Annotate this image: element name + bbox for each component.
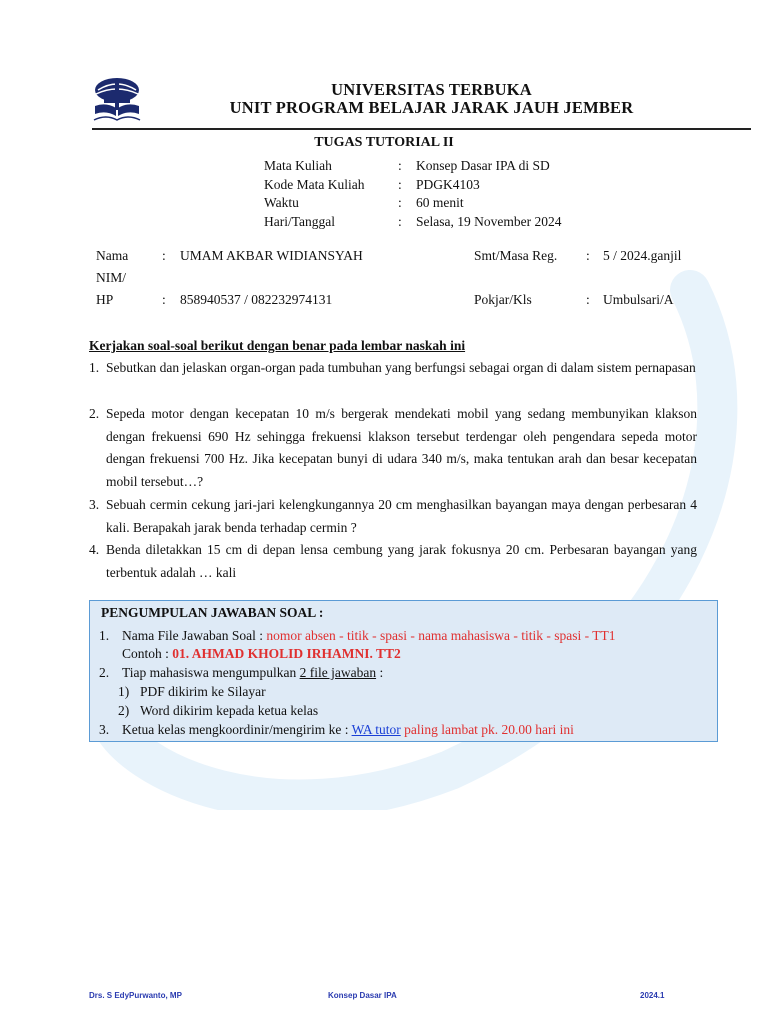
university-name: UNIVERSITAS TERBUKA xyxy=(331,80,532,99)
list-item xyxy=(122,628,616,644)
unit-name: UNIT PROGRAM BELAJAR JARAK JAUH JEMBER xyxy=(229,98,634,117)
pokjar-label: Pokjar/Kls xyxy=(474,292,532,307)
sub-list-item: PDF dikirim ke Silayar xyxy=(140,684,266,699)
question-item xyxy=(89,357,697,380)
list-item xyxy=(122,722,574,738)
header-divider xyxy=(92,128,751,130)
colon: : xyxy=(398,214,402,229)
footer-course: Konsep Dasar IPA xyxy=(328,991,397,1000)
file-name-format: nomor absen - titik - spasi - nama mahasiswa - titik - spasi - TT1 xyxy=(266,628,616,643)
question-text: Sebuah cermin cekung jari-jari kelengkungannya 20 cm menghasilkan bayangan maya dengan perbesaran 4 kali. Berapakah jarak benda terhadap cermin ? xyxy=(106,497,697,535)
question-item xyxy=(89,494,697,539)
sub-list-item: Word dikirim kepada ketua kelas xyxy=(140,703,319,718)
question-item xyxy=(89,403,697,494)
colon: : xyxy=(586,248,590,263)
colon: : xyxy=(586,292,590,307)
question-number: 4. xyxy=(89,542,100,557)
semester-label: Smt/Masa Reg. xyxy=(474,248,558,263)
question-number: 1. xyxy=(89,360,100,375)
course-code-label: Kode Mata Kuliah xyxy=(264,177,365,192)
date-label: Hari/Tanggal xyxy=(264,214,336,229)
example-value: 01. AHMAD KHOLID IRHAMNI. TT2 xyxy=(172,646,401,661)
footer-author: Drs. S EdyPurwanto, MP xyxy=(89,991,182,1000)
name-label: Nama xyxy=(96,248,129,263)
name-value: UMAM AKBAR WIDIANSYAH xyxy=(180,248,363,263)
course-name-label: Mata Kuliah xyxy=(264,158,332,173)
question-item xyxy=(89,539,697,584)
submission-heading: PENGUMPULAN JAWABAN SOAL : xyxy=(101,605,324,620)
nim-hp-value: 858940537 / 082232974131 xyxy=(180,292,333,307)
question-number: 3. xyxy=(89,497,100,512)
question-number: 2. xyxy=(89,406,100,421)
colon: : xyxy=(398,158,402,173)
hp-label: HP xyxy=(96,292,114,307)
submission-box xyxy=(89,600,718,742)
course-name-value: Konsep Dasar IPA di SD xyxy=(416,158,550,173)
semester-value: 5 / 2024.ganjil xyxy=(603,248,682,263)
file-name-label: Nama File Jawaban Soal : xyxy=(122,628,267,643)
files-end: : xyxy=(376,665,384,680)
list-number: 3. xyxy=(99,722,110,737)
files-text: Tiap mahasiswa mengumpulkan xyxy=(122,665,300,680)
course-code-value: PDGK4103 xyxy=(416,177,480,192)
wa-tutor-link[interactable]: WA tutor xyxy=(351,722,401,737)
deadline-text: paling lambat pk. 20.00 hari ini xyxy=(400,722,574,737)
page-title: TUGAS TUTORIAL II xyxy=(314,135,454,150)
sub-list-number: 2) xyxy=(118,703,130,718)
course-info xyxy=(264,158,664,238)
list-item xyxy=(122,665,383,681)
student-info xyxy=(96,248,716,314)
colon: : xyxy=(398,195,402,210)
colon: : xyxy=(162,248,166,263)
duration-value: 60 menit xyxy=(416,195,464,210)
footer-period: 2024.1 xyxy=(640,991,665,1000)
colon: : xyxy=(398,177,402,192)
colon: : xyxy=(162,292,166,307)
question-text: Sepeda motor dengan kecepatan 10 m/s bergerak mendekati mobil yang sedang membunyikan klakson dengan frekuensi 690 Hz sehingga frekuensi klakson tersebut terdengar oleh pengendara sepeda motor dengan frekuensi 700 Hz. Jika kecepatan bunyi di udara 340 m/s, maka tentukan arah dan besar kecepatan mobil tersebut…? xyxy=(106,406,697,490)
question-text: Sebutkan dan jelaskan organ-organ pada tumbuhan yang berfungsi sebagai organ di dalam sistem pernapasan xyxy=(106,360,696,375)
example-line xyxy=(122,646,401,662)
duration-label: Waktu xyxy=(264,195,299,210)
date-value: Selasa, 19 November 2024 xyxy=(416,214,562,229)
list-number: 1. xyxy=(99,628,110,643)
nim-label: NIM/ xyxy=(96,270,126,285)
example-label: Contoh : xyxy=(122,646,173,661)
instruction-heading: Kerjakan soal-soal berikut dengan benar pada lembar naskah ini xyxy=(89,338,466,353)
coordinator-text: Ketua kelas mengkoordinir/mengirim ke : xyxy=(122,722,352,737)
sub-list-number: 1) xyxy=(118,684,130,699)
question-text: Benda diletakkan 15 cm di depan lensa cembung yang jarak fokusnya 20 cm. Perbesaran bayangan yang terbentuk adalah … kali xyxy=(106,542,697,580)
pokjar-value: Umbulsari/A xyxy=(603,292,674,307)
list-number: 2. xyxy=(99,665,110,680)
files-count: 2 file jawaban xyxy=(299,665,377,680)
